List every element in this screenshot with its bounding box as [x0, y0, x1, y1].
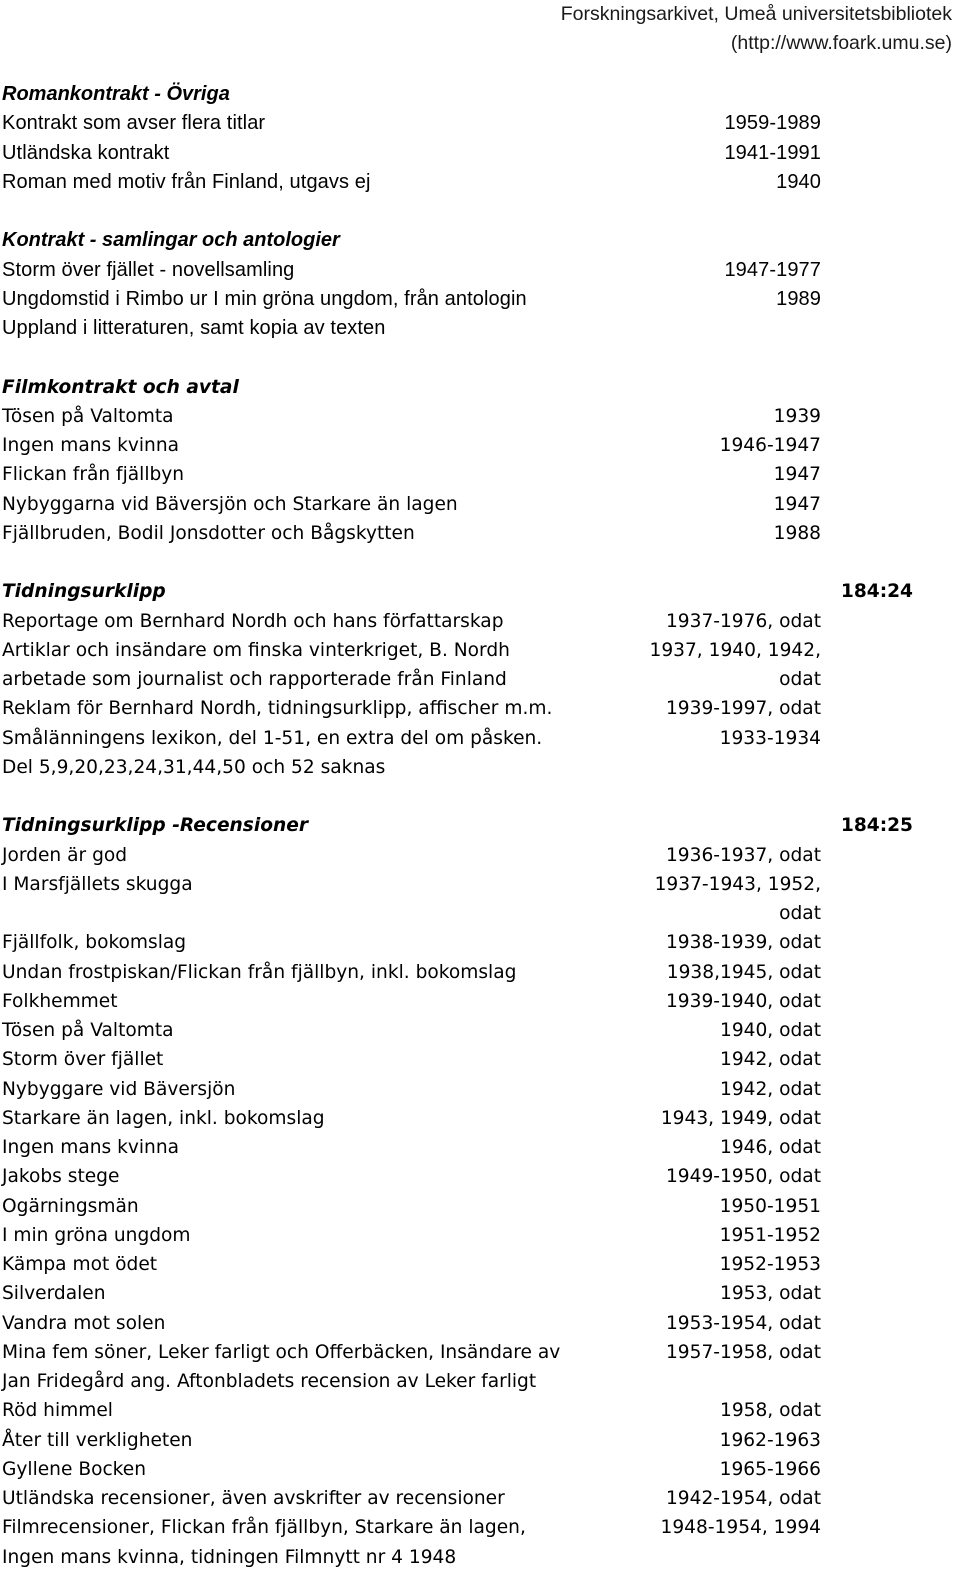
item-date: 1941-1991	[724, 141, 821, 164]
item-date: 1946-1947	[719, 435, 821, 456]
item-title: Filmrecensioner, Flickan från fjällbyn, Starkare än lagen,	[2, 1517, 526, 1539]
item-date: 1949-1950, odat	[665, 1166, 821, 1188]
item-date: 1939-1940, odat	[665, 990, 821, 1012]
item-date: 1948-1954, 1994	[660, 1517, 821, 1539]
item-title: Undan frostpiskan/Flickan från fjällbyn, inkl. bokomslag	[2, 961, 517, 983]
item-title: Jorden är god	[2, 844, 128, 866]
list-item	[0, 753, 960, 782]
list-item	[0, 841, 960, 870]
item-title: Smålänningens lexikon, del 1-51, en extra del om påsken.	[2, 727, 543, 749]
item-title: Starkare än lagen, inkl. bokomslag	[2, 1107, 325, 1129]
item-date: 1947	[773, 464, 821, 486]
item-date: odat	[779, 903, 821, 924]
list-item	[0, 724, 960, 753]
item-title: Röd himmel	[2, 1400, 113, 1422]
section-heading	[0, 577, 960, 606]
item-title: Storm över fjället - novellsamling	[2, 258, 295, 281]
item-date: 1938-1939, odat	[665, 932, 821, 954]
list-item	[0, 1367, 960, 1396]
section-title: Tidningsurklipp	[2, 581, 166, 603]
section-heading	[0, 80, 960, 109]
list-item	[0, 1338, 960, 1367]
list-item	[0, 460, 960, 489]
list-item	[0, 1075, 960, 1104]
item-title: Ingen mans kvinna	[2, 435, 179, 456]
item-title: I Marsfjällets skugga	[2, 873, 193, 895]
list-item	[0, 928, 960, 957]
section-title: Filmkontrakt och avtal	[2, 376, 239, 398]
item-date: 1947	[773, 493, 821, 515]
item-title: Storm över fjället	[2, 1049, 164, 1071]
archive-name: Forskningsarkivet, Umeå universitetsbibliotek	[560, 3, 952, 25]
item-date: 1952-1953	[719, 1254, 821, 1275]
item-title: Utländska kontrakt	[2, 141, 170, 164]
item-title: Jan Fridegård ang. Aftonbladets recension av Leker farligt	[2, 1371, 537, 1392]
item-title: Kontrakt som avser flera titlar	[2, 112, 266, 135]
archive-url[interactable]: (http://www.foark.umu.se)	[730, 32, 952, 54]
list-item	[0, 636, 960, 665]
archive-header	[532, 0, 952, 58]
list-item	[0, 519, 960, 548]
item-date: 1940, odat	[719, 1020, 821, 1041]
item-date: 1939	[773, 405, 821, 427]
list-item	[0, 987, 960, 1016]
item-date: 1942, odat	[719, 1078, 821, 1100]
list-item	[0, 1250, 960, 1279]
list-item	[0, 139, 960, 168]
item-title: Jakobs stege	[2, 1166, 120, 1188]
item-title: Fjällbruden, Bodil Jonsdotter och Bågskytten	[2, 522, 415, 544]
list-item	[0, 1426, 960, 1455]
item-date: 1957-1958, odat	[665, 1341, 821, 1363]
list-item	[0, 1396, 960, 1425]
item-title: Mina fem söner, Leker farligt och Offerbäcken, Insändare av	[2, 1341, 561, 1363]
item-date: 1937-1976, odat	[665, 610, 821, 632]
item-date: 1946, odat	[719, 1137, 821, 1158]
item-title: Reklam för Bernhard Nordh, tidningsurklipp, affischer m.m.	[2, 698, 553, 720]
item-date: 1938,1945, odat	[666, 961, 821, 983]
list-item	[0, 314, 960, 343]
item-date: 1933-1934	[719, 727, 821, 749]
list-item	[0, 402, 960, 431]
item-date: 1943, 1949, odat	[660, 1107, 821, 1129]
item-title: Ingen mans kvinna	[2, 1137, 179, 1158]
list-item	[0, 694, 960, 723]
list-item	[0, 1133, 960, 1162]
list-item	[0, 870, 960, 899]
item-title: Ungdomstid i Rimbo ur I min gröna ungdom, från antologin	[2, 287, 527, 310]
item-date: 1937, 1940, 1942,	[649, 639, 821, 661]
list-item	[0, 958, 960, 987]
list-item	[0, 1513, 960, 1542]
item-date: 1937-1943, 1952,	[654, 873, 821, 895]
item-date: 1940	[776, 170, 821, 193]
list-item	[0, 607, 960, 636]
section-heading	[0, 811, 960, 840]
item-date: 1988	[773, 522, 821, 544]
item-date: 1942-1954, odat	[665, 1488, 821, 1509]
item-title: Flickan från fjällbyn	[2, 464, 185, 486]
item-title: Vandra mot solen	[2, 1312, 166, 1334]
item-title: Nybyggarna vid Bäversjön och Starkare än lagen	[2, 493, 458, 515]
shelf-code: 184:25	[840, 815, 913, 837]
item-title: Utländska recensioner, även avskrifter av recensioner	[2, 1488, 505, 1509]
list-item	[0, 168, 960, 197]
list-item	[0, 1221, 960, 1250]
item-title: Folkhemmet	[2, 990, 118, 1012]
section-heading	[0, 373, 960, 402]
list-item	[0, 1016, 960, 1045]
list-item	[0, 1309, 960, 1338]
item-date: 1950-1951	[719, 1195, 821, 1217]
list-item	[0, 109, 960, 138]
item-date: 1953, odat	[719, 1283, 821, 1305]
item-date: 1953-1954, odat	[665, 1312, 821, 1334]
list-item	[0, 285, 960, 314]
item-title: arbetade som journalist och rapporterade från Finland	[2, 669, 507, 690]
section-title: Romankontrakt - Övriga	[2, 83, 230, 105]
item-title: Kämpa mot ödet	[2, 1254, 158, 1275]
item-title: I min gröna ungdom	[2, 1224, 191, 1246]
item-date: 1989	[776, 287, 821, 310]
item-date: 1936-1937, odat	[665, 844, 821, 866]
item-title: Uppland i litteraturen, samt kopia av texten	[2, 317, 386, 339]
item-date: 1951-1952	[719, 1224, 821, 1246]
item-date: 1959-1989	[724, 112, 821, 135]
item-date: 1942, odat	[719, 1049, 821, 1071]
item-date: 1939-1997, odat	[665, 698, 821, 720]
shelf-code: 184:24	[840, 581, 913, 603]
list-item	[0, 899, 960, 928]
item-title: Del 5,9,20,23,24,31,44,50 och 52 saknas	[2, 756, 386, 778]
item-title: Åter till verkligheten	[2, 1429, 193, 1451]
item-title: Artiklar och insändare om finska vinterkriget, B. Nordh	[2, 639, 510, 661]
list-item	[0, 665, 960, 694]
item-date: 1958, odat	[719, 1400, 821, 1422]
item-date: 1965-1966	[719, 1458, 821, 1480]
list-item	[0, 1192, 960, 1221]
item-date: odat	[779, 669, 821, 690]
section-title: Kontrakt - samlingar och antologier	[2, 229, 340, 252]
item-title: Nybyggare vid Bäversjön	[2, 1078, 236, 1100]
item-date: 1962-1963	[719, 1429, 821, 1451]
list-item	[0, 1104, 960, 1133]
list-item	[0, 490, 960, 519]
item-title: Ingen mans kvinna, tidningen Filmnytt nr 4 1948	[2, 1546, 457, 1568]
item-title: Silverdalen	[2, 1283, 106, 1305]
section-heading	[0, 226, 960, 255]
item-title: Tösen på Valtomta	[2, 405, 174, 427]
item-title: Gyllene Bocken	[2, 1458, 147, 1480]
item-title: Ogärningsmän	[2, 1195, 139, 1217]
list-item	[0, 1455, 960, 1484]
item-title: Reportage om Bernhard Nordh och hans författarskap	[2, 610, 504, 632]
list-item	[0, 431, 960, 460]
item-title: Tösen på Valtomta	[2, 1020, 174, 1041]
list-item	[0, 1543, 960, 1572]
list-item	[0, 1162, 960, 1191]
list-item	[0, 1279, 960, 1308]
list-item	[0, 1045, 960, 1074]
item-date: 1947-1977	[724, 258, 821, 281]
item-title: Roman med motiv från Finland, utgavs ej	[2, 170, 371, 193]
item-title: Fjällfolk, bokomslag	[2, 932, 187, 954]
list-item	[0, 1484, 960, 1513]
section-title: Tidningsurklipp -Recensioner	[2, 815, 309, 837]
list-item	[0, 256, 960, 285]
